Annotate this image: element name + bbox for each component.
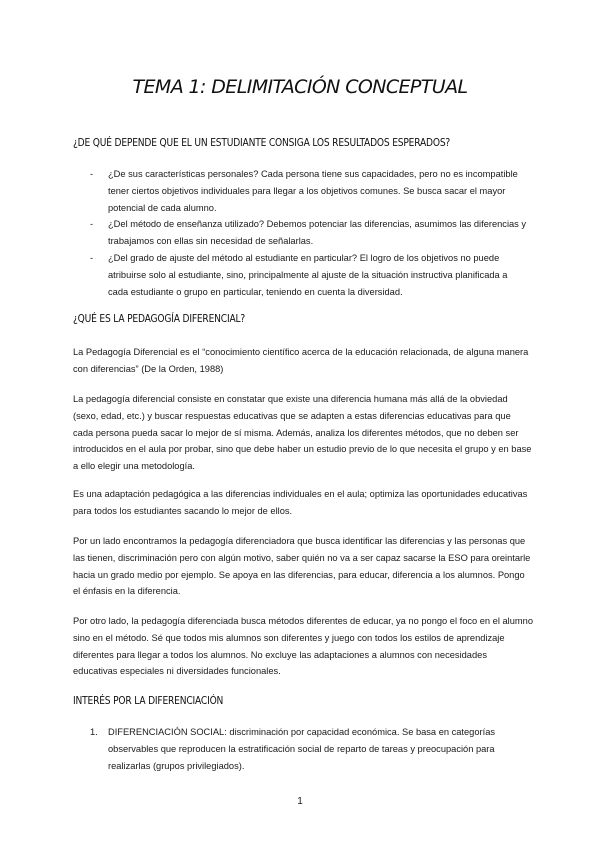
list-number: 1. bbox=[90, 727, 98, 737]
list-item-text: DIFERENCIACIÓN SOCIAL: discriminación por capacidad económica. Se basa en categorías observables que reproducen la estratificación social de reparto de tareas y preocupación para realizarlas (grupos privilegiados). bbox=[108, 727, 496, 771]
bullet-list-resultados bbox=[90, 166, 530, 300]
section-heading-pedagogia: ¿QUÉ ES LA PEDAGOGÍA DIFERENCIAL? bbox=[73, 312, 246, 325]
section-heading-resultados: ¿DE QUÉ DEPENDE QUE EL UN ESTUDIANTE CONSIGA LOS RESULTADOS ESPERADOS? bbox=[73, 136, 451, 149]
paragraph-definicion: La Pedagogía Diferencial es el “conocimiento científico acerca de la educación relacionada, de alguna manera con diferencias” (De la Orden, 1988) bbox=[73, 347, 529, 374]
list-item bbox=[90, 166, 530, 216]
section-heading-interes: INTERÉS POR LA DIFERENCIACIÓN bbox=[73, 694, 224, 707]
bullet-dash: - bbox=[90, 252, 94, 263]
list-item bbox=[90, 724, 530, 774]
paragraph-diferenciada: Por otro lado, la pedagogía diferenciada busca métodos diferentes de educar, ya no pongo el foco en el alumno sino en el método. Sé que todos mis alumnos son diferentes y juego con todos los estilos de aprendizaje diferentes para llegar a todos los alumnos. No excluye las adaptaciones a alumnos con necesidades educativas especiales ni diversidades funcionales. bbox=[73, 616, 533, 677]
list-item-text: ¿Del grado de ajuste del método al estudiante en particular? El logro de los objetivos no puede atribuirse solo al estudiante, sino, principalmente al ajuste de la situación instructiva planificada a cada estudiante o grupo en particular, teniendo en cuenta la diversidad. bbox=[108, 252, 508, 297]
list-item bbox=[90, 216, 530, 250]
bullet-dash: - bbox=[90, 219, 94, 230]
bullet-dash: - bbox=[90, 169, 94, 179]
page-title: TEMA 1: DELIMITACIÓN CONCEPTUAL bbox=[132, 76, 468, 98]
paragraph-diferenciadora: Por un lado encontramos la pedagogía diferenciadora que busca identificar las diferencias y las personas que las tienen, discriminación pero con algún motivo, saber quién no va a ser capaz sacarse la ESO para oreintarle hacia un grado medio por ejemplo. Se apoya en las diferencias, para educar, diferencia a los alumnos. Pongo el énfasis en la diferencia. bbox=[73, 536, 531, 597]
list-item-text: ¿De sus características personales? Cada persona tiene sus capacidades, pero no es incompatible tener ciertos objetivos individuales para llegar a los objetivos comunes. Se busca sacar el mayor potencial de cada alumno. bbox=[108, 169, 518, 213]
paragraph-consiste: La pedagogía diferencial consiste en constatar que existe una diferencia humana más allá de la obviedad (sexo, edad, etc.) y buscar respuestas educativas que se adapten a estas diferencias educativas para que cada persona pueda sacar lo mejor de sí misma. Además, analiza los diferentes métodos, que no deben ser introducidos en el aula por probar, sino que debe haber un estudio previo de lo que necesita el grupo y en base a ello elegir una metodología. bbox=[73, 394, 532, 472]
numbered-list-interes bbox=[90, 724, 530, 774]
page-number: 1 bbox=[297, 796, 303, 807]
list-item bbox=[90, 250, 530, 300]
list-item-text: ¿Del método de enseñanza utilizado? Debemos potenciar las diferencias, asumimos las diferencias y trabajamos con ellas sin necesidad de señalarlas. bbox=[108, 219, 527, 247]
paragraph-adaptacion: Es una adaptación pedagógica a las diferencias individuales en el aula; optimiza las oportunidades educativas para todos los estudiantes sacando lo mejor de ellos. bbox=[73, 489, 528, 516]
